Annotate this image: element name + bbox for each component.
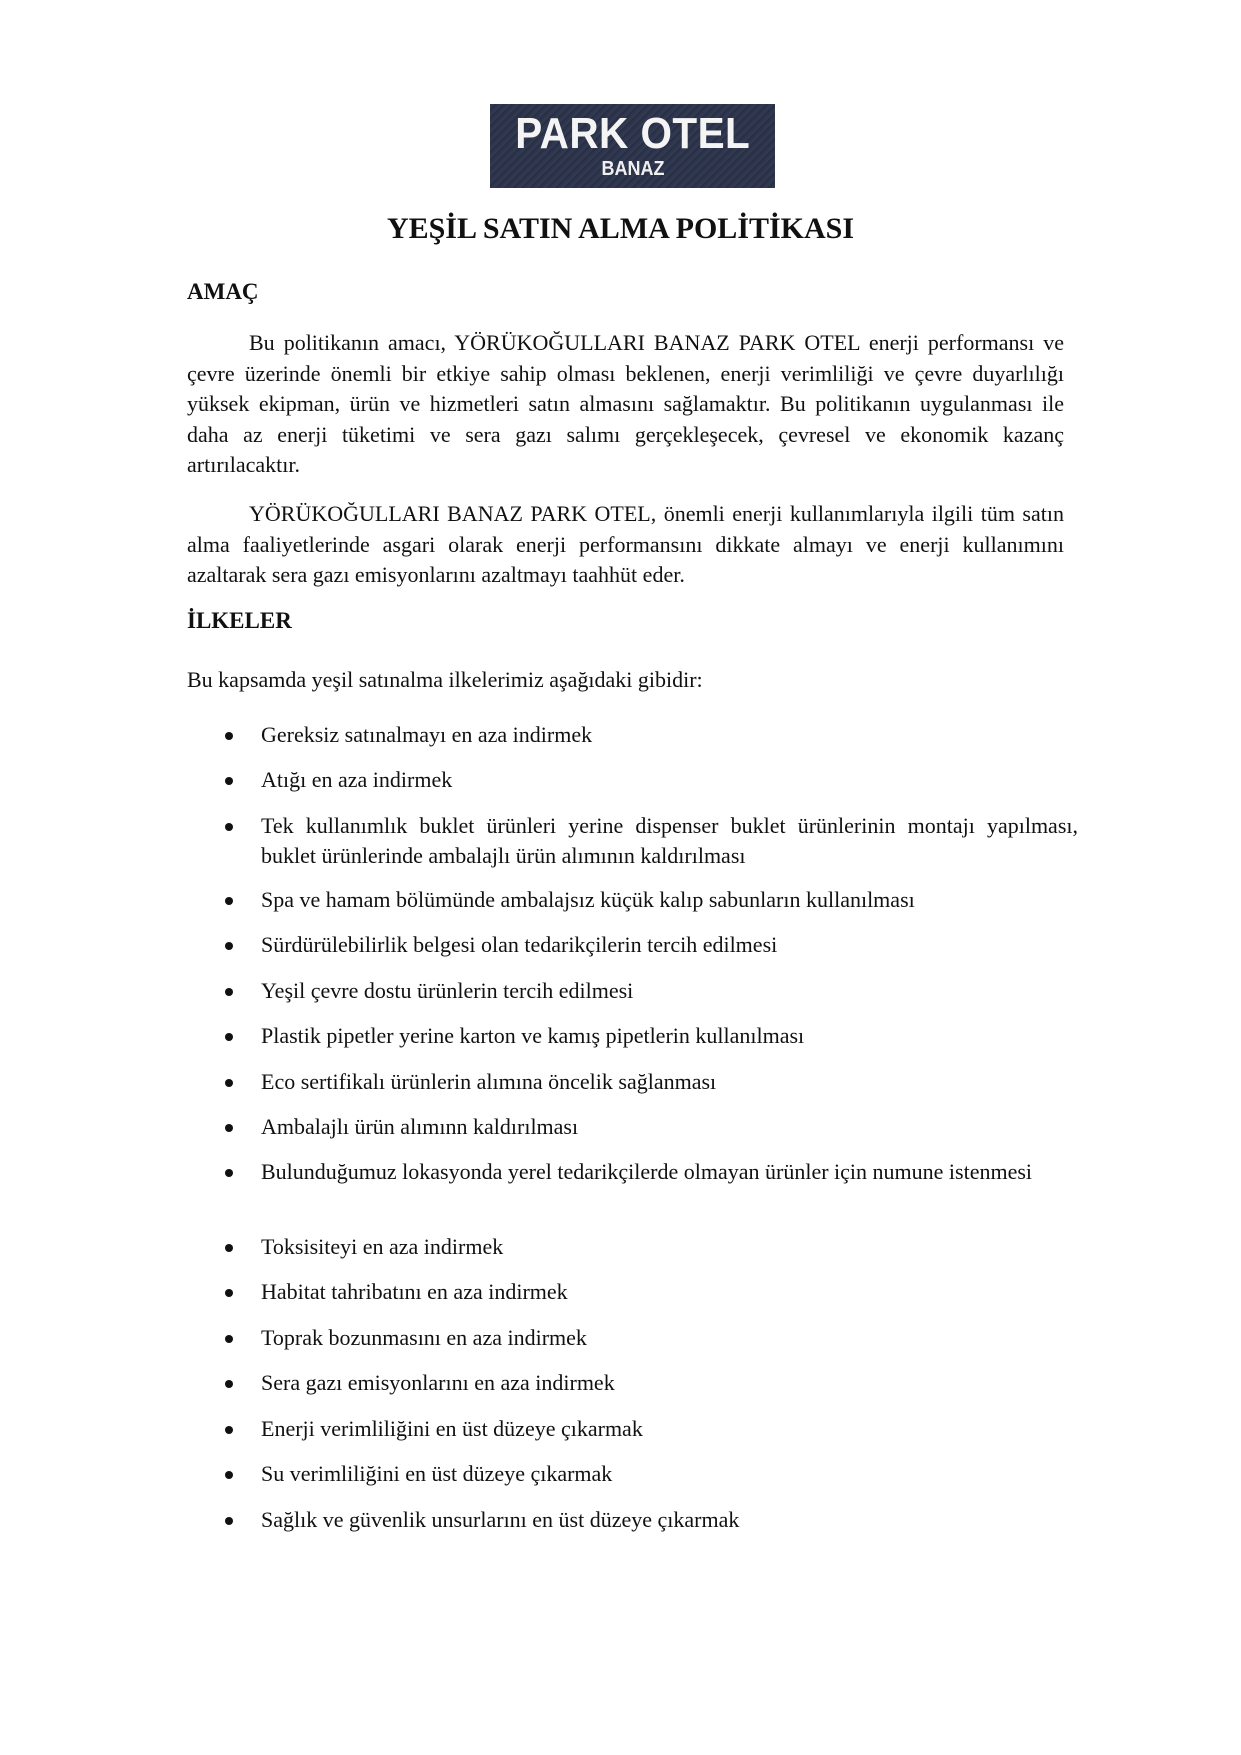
list-item: Plastik pipetler yerine karton ve kamış pipetlerin kullanılması bbox=[225, 1021, 1078, 1051]
bullet-icon bbox=[225, 823, 233, 831]
list-item: Tek kullanımlık buklet ürünleri yerine dispenser buklet ürünlerinin montajı yapılması, buklet ürünlerinde ambalajlı ürün alımının kaldırılması bbox=[225, 811, 1078, 870]
list-item: Bulunduğumuz lokasyonda yerel tedarikçilerde olmayan ürünler için numune istenmesi bbox=[225, 1157, 1078, 1187]
list-item: Sağlık ve güvenlik unsurlarını en üst düzeye çıkarmak bbox=[225, 1505, 1078, 1535]
list-item: Su verimliliğini en üst düzeye çıkarmak bbox=[225, 1459, 1078, 1489]
principles-intro: Bu kapsamda yeşil satınalma ilkelerimiz aşağıdaki gibidir: bbox=[187, 667, 703, 692]
bullet-icon bbox=[225, 1471, 233, 1479]
list-item: Spa ve hamam bölümünde ambalajsız küçük kalıp sabunların kullanılması bbox=[225, 885, 1078, 915]
bullet-icon bbox=[225, 1517, 233, 1525]
paragraph-commitment: YÖRÜKOĞULLARI BANAZ PARK OTEL, önemli enerji kullanımlarıyla ilgili tüm satın alma faaliyetlerinde asgari olarak enerji performansını dikkate almayı ve enerji kullanımını azaltarak sera gazı emisyonlarını azaltmayı taahhüt eder. bbox=[187, 501, 1064, 587]
logo-main-text: PARK OTEL bbox=[514, 109, 751, 158]
logo-sub-text: BANAZ bbox=[601, 158, 664, 180]
bullet-icon bbox=[225, 942, 233, 950]
bullet-icon bbox=[225, 1244, 233, 1252]
park-otel-logo bbox=[490, 104, 775, 188]
bullet-icon bbox=[225, 1033, 233, 1041]
list-item: Sürdürülebilirlik belgesi olan tedarikçilerin tercih edilmesi bbox=[225, 930, 1078, 960]
section-heading-ilkeler: İLKELER bbox=[187, 608, 292, 633]
bullet-icon bbox=[225, 1124, 233, 1132]
document-title: YEŞİL SATIN ALMA POLİTİKASI bbox=[386, 212, 855, 245]
list-item: Atığı en aza indirmek bbox=[225, 765, 1078, 795]
list-item: Yeşil çevre dostu ürünlerin tercih edilmesi bbox=[225, 976, 1078, 1006]
bullet-icon bbox=[225, 1426, 233, 1434]
section-heading-amac: AMAÇ bbox=[187, 279, 259, 304]
bullet-icon bbox=[225, 897, 233, 905]
bullet-icon bbox=[225, 988, 233, 996]
list-item: Gereksiz satınalmayı en aza indirmek bbox=[225, 720, 1078, 750]
list-item: Sera gazı emisyonlarını en aza indirmek bbox=[225, 1368, 1078, 1398]
list-item: Toksisiteyi en aza indirmek bbox=[225, 1232, 1078, 1262]
bullet-icon bbox=[225, 732, 233, 740]
bullet-icon bbox=[225, 1289, 233, 1297]
paragraph-purpose: Bu politikanın amacı, YÖRÜKOĞULLARI BANAZ PARK OTEL enerji performansı ve çevre üzerinde önemli bir etkiye sahip olması beklenen, enerji verimliliği ve çevre duyarlılığı yüksek ekipman, ürün ve hizmetleri satın almasını sağlamaktır. Bu politikanın uygulanması ile daha az enerji tüketimi ve sera gazı salımı gerçekleşecek, çevresel ve ekonomik kazanç artırılacaktır. bbox=[187, 330, 1064, 477]
bullet-icon bbox=[225, 1380, 233, 1388]
bullet-icon bbox=[225, 777, 233, 785]
list-item: Enerji verimliliğini en üst düzeye çıkarmak bbox=[225, 1414, 1078, 1444]
bullet-icon bbox=[225, 1079, 233, 1087]
list-item: Eco sertifikalı ürünlerin alımına öncelik sağlanması bbox=[225, 1067, 1078, 1097]
list-item: Toprak bozunmasını en aza indirmek bbox=[225, 1323, 1078, 1353]
list-item: Ambalajlı ürün alımınn kaldırılması bbox=[225, 1112, 1078, 1142]
bullet-icon bbox=[225, 1335, 233, 1343]
bullet-icon bbox=[225, 1169, 233, 1177]
list-item: Habitat tahribatını en aza indirmek bbox=[225, 1277, 1078, 1307]
